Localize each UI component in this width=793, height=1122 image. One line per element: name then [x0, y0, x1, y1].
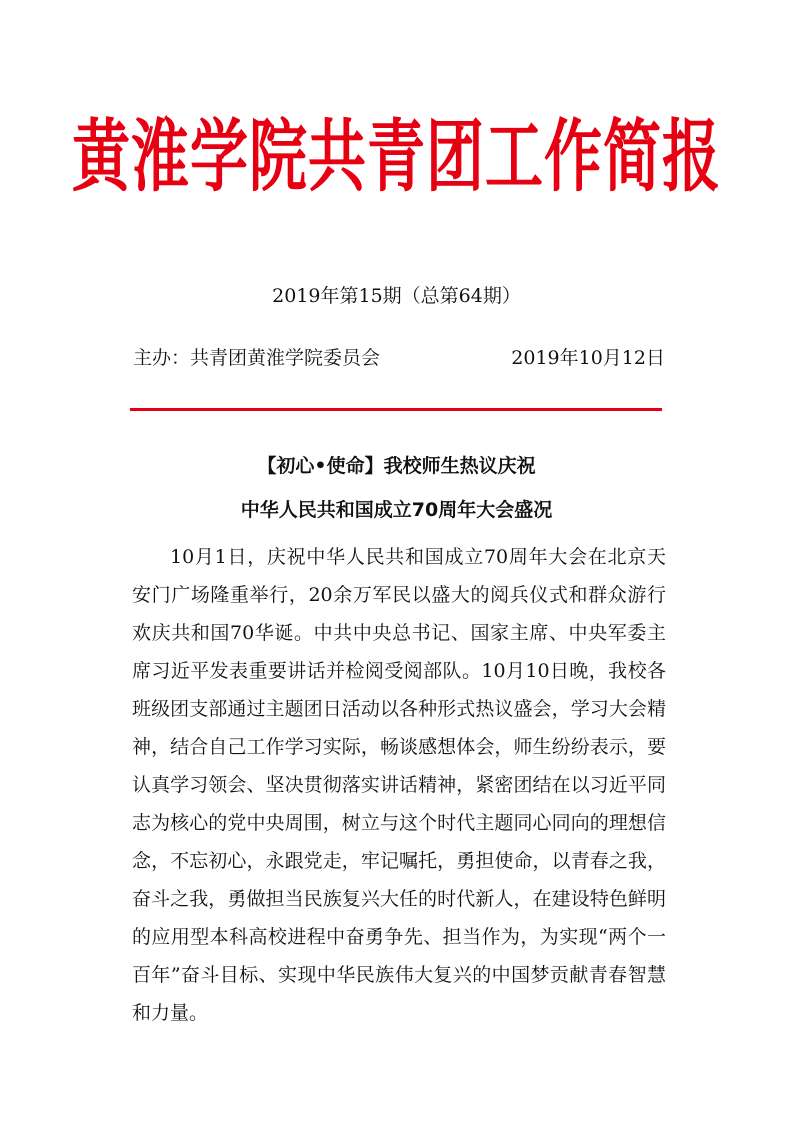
article-body: 10月1日，庆祝中华人民共和国成立70周年大会在北京天安门广场隆重举行，20余万军民以盛大的阅兵仪式和群众游行欢庆共和国70华诞。中共中央总书记、国家主席、中央军委主席习近平发表重要讲话并检阅受阅部队。10月10日晚，我校各班级团支部通过主题团日活动以各种形式热议盛会，学习大会精神，结合自己工作学习实际，畅谈感想体会，师生纷纷表示，要认真学习领会、坚决贯彻落实讲话精神，紧密团结在以习近平同志为核心的党中央周围，树立与这个时代主题同心同向的理想信念，不忘初心，永跟党走，牢记嘱托，勇担使命，以青春之我，奋斗之我，勇做担当民族复兴大任的时代新人，在建设特色鲜明的应用型本科高校进程中奋勇争先、担当作为，为实现“两个一百年”奋斗目标、实现中华民族伟大复兴的中国梦贡献青春智慧和力量。: [132, 546, 666, 1024]
header-divider: [130, 408, 662, 411]
sponsor-line: 主办：共青团黄淮学院委员会: [133, 347, 381, 369]
article-title-line-1: 【初心•使命】我校师生热议庆祝: [257, 455, 536, 477]
issue-number: 2019年第15期（总第64期）: [272, 285, 521, 307]
article-title-line-2: 中华人民共和国成立70周年大会盛况: [240, 499, 553, 521]
masthead-title: 黄淮学院共青团工作简报: [71, 110, 721, 203]
publish-date: 2019年10月12日: [511, 347, 665, 369]
